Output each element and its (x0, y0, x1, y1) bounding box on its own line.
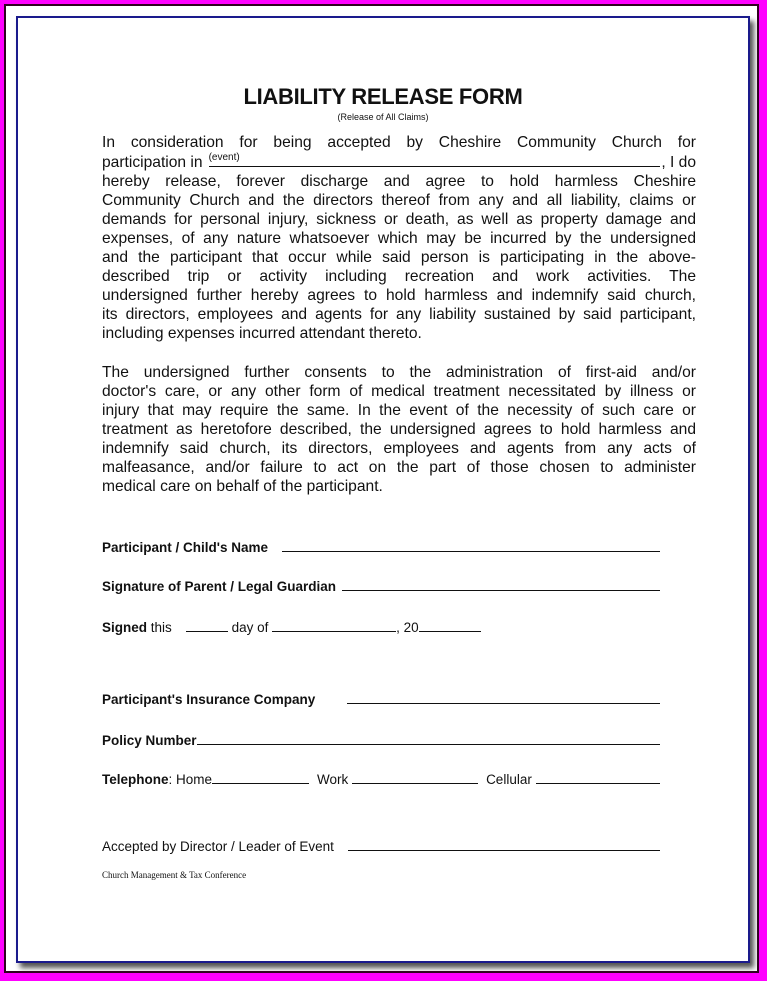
text-line: doctor's care, or any other form of medical treatment necessitated by illness or (102, 383, 696, 400)
text-line: described trip or activity including recreation and work activities. The (102, 268, 696, 285)
text-line: Community Church and the directors thereof from any and all liability, claims or (102, 192, 696, 209)
home-phone-field[interactable] (212, 770, 309, 784)
insurance-row (102, 690, 660, 707)
signed-row (102, 618, 481, 635)
telephone-label: Telephone (102, 772, 169, 787)
work-phone-field[interactable] (352, 770, 478, 784)
policy-row (102, 731, 660, 748)
text-line: medical care on behalf of the participant. (102, 478, 383, 495)
cellular-label: Cellular (486, 772, 532, 787)
signature-label: Signature of Parent / Legal Guardian (102, 579, 337, 594)
text: participation in (102, 154, 203, 171)
text-line: expenses, of any nature whatsoever which may be incurred by the undersigned (102, 230, 696, 247)
document-page (16, 16, 750, 963)
insurance-label: Participant's Insurance Company (102, 692, 316, 707)
signed-label: Signed (102, 620, 148, 635)
event-line (102, 152, 696, 172)
text-line: its directors, employees and agents for any liability sustained by said participant, (102, 306, 696, 323)
event-label: (event) (208, 152, 240, 163)
cellular-phone-field[interactable] (536, 770, 660, 784)
participant-name-field[interactable] (282, 538, 660, 552)
text-line: treatment as heretofore described, the undersigned agrees to hold harmless and (102, 421, 696, 438)
policy-field[interactable] (197, 731, 660, 745)
accepted-field[interactable] (348, 837, 660, 851)
month-field[interactable] (272, 618, 396, 632)
text-line: malfeasance, and/or failure to act on the part of those chosen to administer (102, 459, 696, 476)
work-label: Work (317, 772, 349, 787)
year-field[interactable] (419, 618, 481, 632)
day-of-label: day of (231, 620, 269, 635)
accepted-row (102, 837, 660, 854)
text-line: including expenses incurred attendant thereto. (102, 325, 422, 342)
paragraph-1 (102, 133, 696, 343)
participant-name-row (102, 538, 660, 555)
telephone-row (102, 770, 660, 787)
text-line: The undersigned further consents to the administration of first-aid and/or (102, 364, 696, 381)
home-label: : Home (168, 772, 213, 787)
paragraph-2 (102, 363, 696, 496)
text-line: undersigned further hereby agrees to hold harmless and indemnify said church, (102, 287, 696, 304)
text-line: indemnify said church, its directors, employees and agents from any acts of (102, 440, 696, 457)
year-label: , 20 (396, 620, 419, 635)
this-label: this (150, 620, 172, 635)
signature-row (102, 577, 660, 594)
page-title: LIABILITY RELEASE FORM (243, 84, 523, 109)
day-field[interactable] (186, 618, 228, 632)
text-line: and the participant that occur while said person is participating in the above- (102, 249, 696, 266)
signature-field[interactable] (342, 577, 660, 591)
insurance-field[interactable] (347, 690, 660, 704)
footer-text: Church Management & Tax Conference (102, 870, 247, 880)
text-line: demands for personal injury, sickness or death, as well as property damage and (102, 211, 696, 228)
text: , I do (661, 154, 696, 171)
page-subtitle: (Release of All Claims) (337, 112, 429, 122)
participant-name-label: Participant / Child's Name (102, 540, 269, 555)
accepted-label: Accepted by Director / Leader of Event (102, 839, 334, 854)
text-line: injury that may require the same. In the event of the necessity of such care or (102, 402, 696, 419)
text-line: In consideration for being accepted by Cheshire Community Church for (102, 134, 696, 151)
event-field[interactable] (209, 152, 661, 167)
policy-label: Policy Number (102, 733, 197, 748)
text-line: hereby release, forever discharge and agree to hold harmless Cheshire (102, 173, 696, 190)
